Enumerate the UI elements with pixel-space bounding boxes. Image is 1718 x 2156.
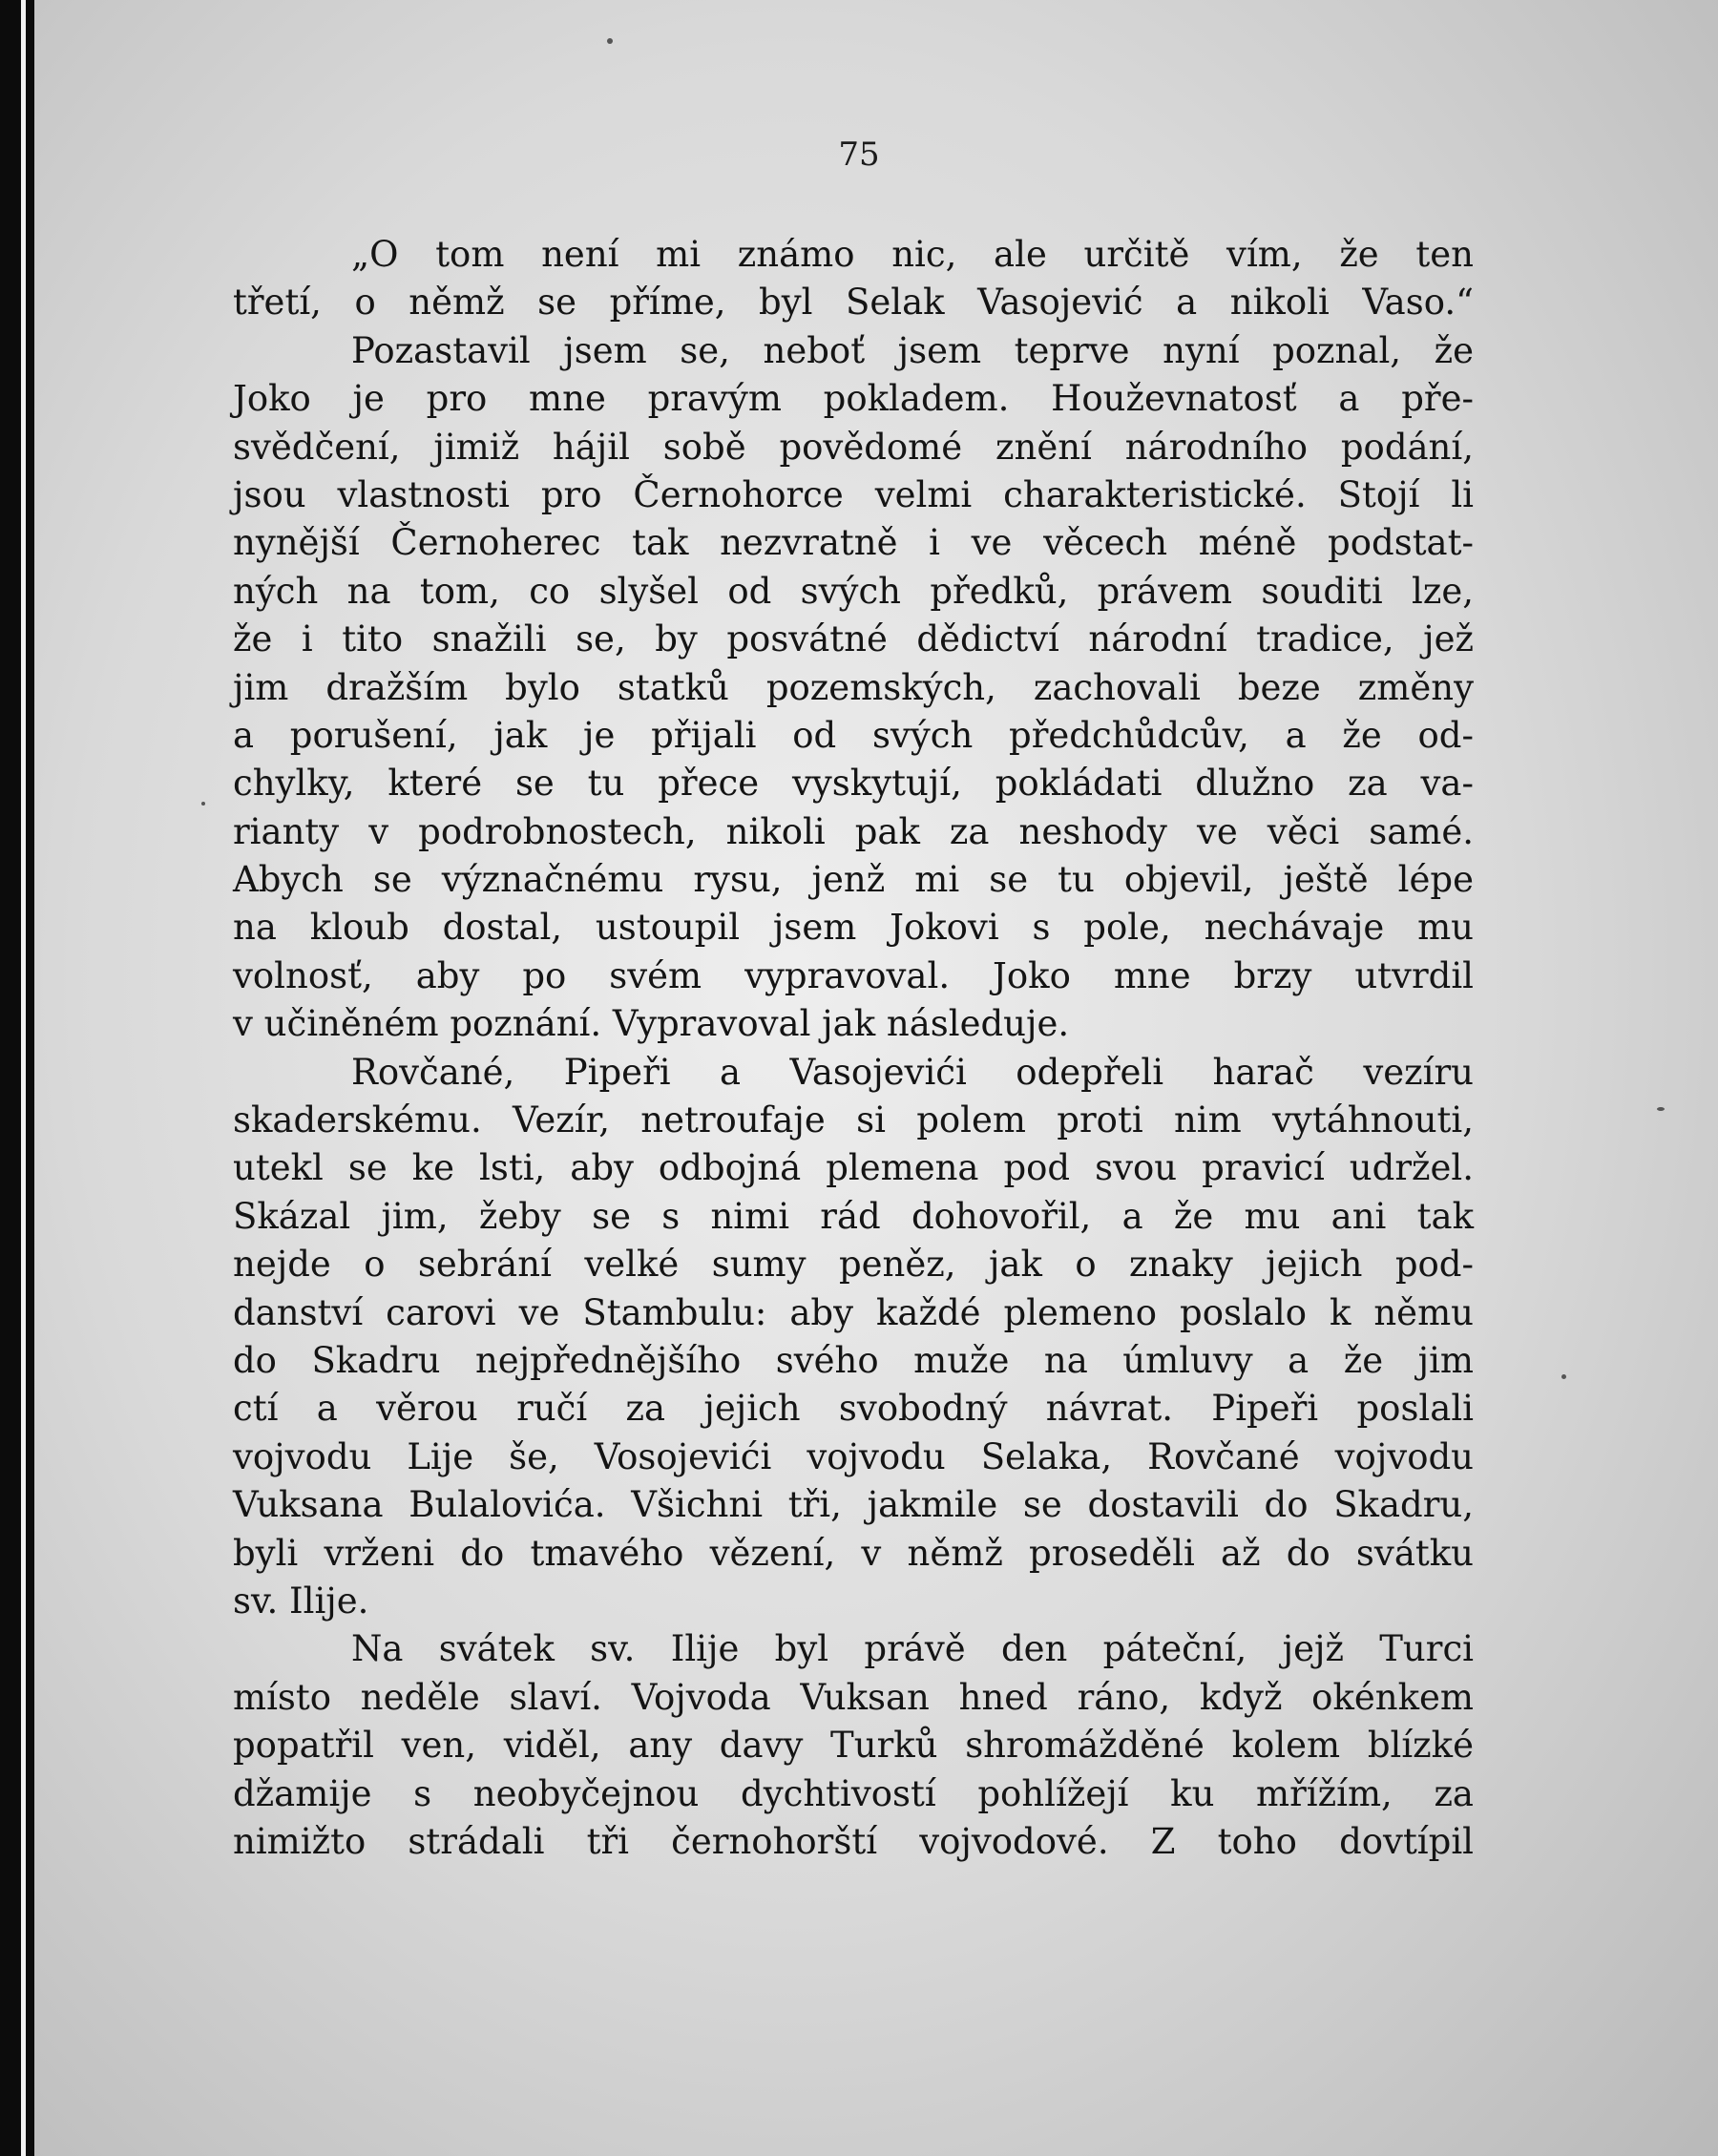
text-line: na kloub dostal, ustoupil jsem Jokovi s pole, nechávaje mu <box>233 907 1474 949</box>
text-line: nimižto strádali tři černohorští vojvodové. Z toho dovtípil <box>233 1820 1474 1862</box>
book-page <box>34 0 1718 2156</box>
text-line: jim dražším bylo statků pozemských, zachovali beze změny <box>233 666 1474 708</box>
text-line: Na svátek sv. Ilije byl právě den páteční, jejž Turci <box>351 1628 1474 1670</box>
text-line: byli vrženi do tmavého vězení, v němž proseděli až do svátku <box>233 1532 1474 1574</box>
text-line: Joko je pro mne pravým pokladem. Houževnatosť a pře- <box>233 378 1474 420</box>
scan-border <box>0 0 34 2156</box>
text-line: ných na tom, co slyšel od svých předků, právem souditi lze, <box>233 570 1474 612</box>
text-line: Skázal jim, žeby se s nimi rád dohovořil, a že mu ani tak <box>233 1195 1474 1237</box>
text-line: že i tito snažili se, by posvátné dědictví národní tradice, jež <box>233 618 1474 660</box>
text-line: vojvodu Lije še, Vosojevići vojvodu Selaka, Rovčané vojvodu <box>233 1435 1474 1477</box>
text-line: nynější Černoherec tak nezvratně i ve věcech méně podstat- <box>233 522 1474 564</box>
text-line: svědčení, jimiž hájil sobě povědomé znění národního podání, <box>233 426 1474 468</box>
text-line: džamije s neobyčejnou dychtivostí pohlížejí ku mřížím, za <box>233 1772 1474 1814</box>
text-line: utekl se ke lsti, aby odbojná plemena pod svou pravicí udržel. <box>233 1147 1474 1189</box>
text-line: Rovčané, Pipeři a Vasojevići odepřeli harač vezíru <box>351 1051 1474 1093</box>
scan-speck <box>607 38 613 44</box>
scan-speck <box>1657 1107 1665 1111</box>
body-text <box>233 231 1474 1866</box>
text-line: skaderskému. Vezír, netroufaje si polem proti nim vytáhnouti, <box>233 1099 1474 1141</box>
text-line: Pozastavil jsem se, neboť jsem teprve nyní poznal, že <box>351 329 1474 371</box>
text-line: Vuksana Bulalovića. Všichni tři, jakmile se dostavili do Skadru, <box>233 1484 1474 1526</box>
scan-speck <box>1561 1374 1566 1379</box>
text-line: třetí, o němž se příme, byl Selak Vasojević a nikoli Vaso.“ <box>233 282 1474 324</box>
text-line: ctí a věrou ručí za jejich svobodný návrat. Pipeři poslali <box>233 1388 1474 1430</box>
text-line: rianty v podrobnostech, nikoli pak za neshody ve věci samé. <box>233 810 1474 852</box>
text-line: místo neděle slaví. Vojvoda Vuksan hned ráno, když okénkem <box>233 1676 1474 1718</box>
text-line: popatřil ven, viděl, any davy Turků shromážděné kolem blízké <box>233 1725 1474 1767</box>
text-line: Abych se význačnému rysu, jenž mi se tu objevil, ještě lépe <box>233 859 1474 901</box>
text-line: volnosť, aby po svém vypravoval. Joko mne brzy utvrdil <box>233 954 1474 996</box>
page-number: 75 <box>838 136 880 174</box>
text-line: v učiněném poznání. Vypravoval jak následuje. <box>233 1003 1070 1045</box>
text-line: sv. Ilije. <box>233 1580 369 1622</box>
text-line: a porušení, jak je přijali od svých předchůdcův, a že od- <box>233 714 1474 756</box>
text-line: do Skadru nejpřednějšího svého muže na úmluvy a že jim <box>233 1339 1474 1381</box>
text-line: danství carovi ve Stambulu: aby každé plemeno poslalo k němu <box>233 1291 1474 1333</box>
scan-edge-line <box>21 0 26 2156</box>
text-line: „O tom není mi známo nic, ale určitě vím, že ten <box>351 234 1474 275</box>
text-line: nejde o sebrání velké sumy peněz, jak o znaky jejich pod- <box>233 1244 1474 1286</box>
text-line: chylky, které se tu přece vyskytují, pokládati dlužno za va- <box>233 763 1474 805</box>
text-line: jsou vlastnosti pro Černohorce velmi charakteristické. Stojí li <box>233 473 1474 515</box>
scan-speck <box>201 802 205 806</box>
